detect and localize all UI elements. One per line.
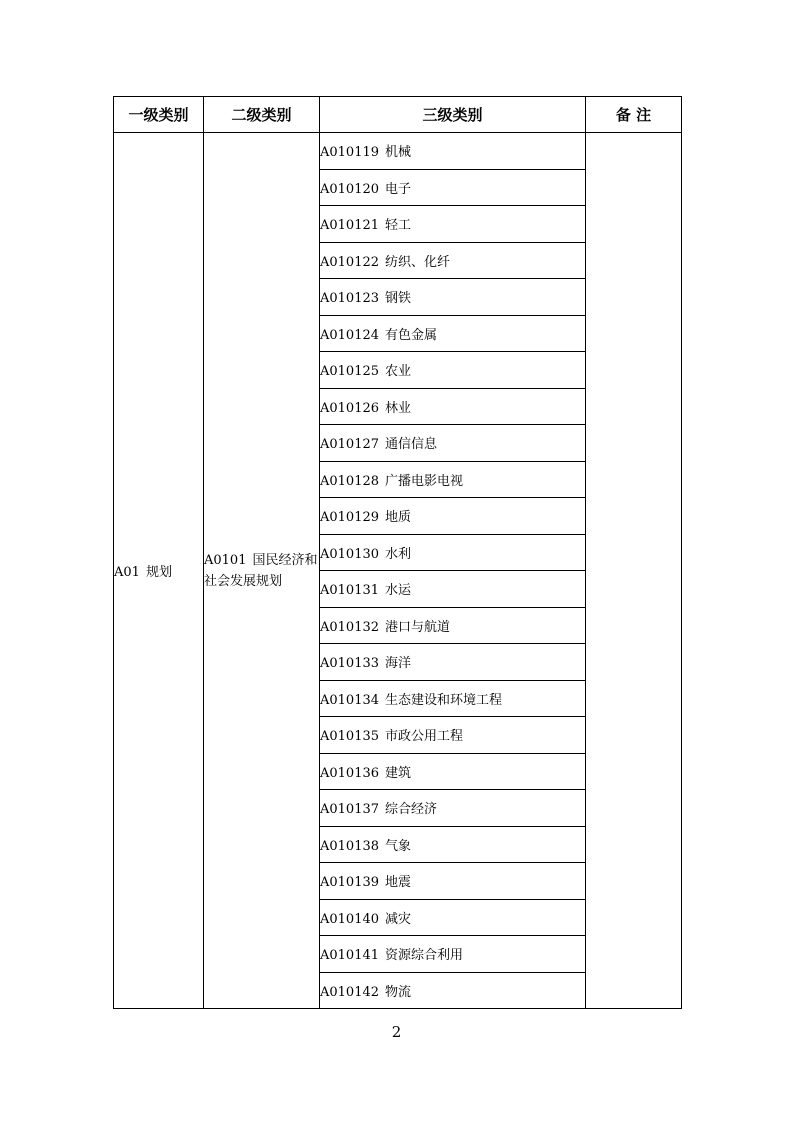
- level3-code: A010120: [320, 181, 380, 197]
- remarks-cell: [586, 133, 682, 1009]
- level3-name: 水利: [385, 546, 412, 562]
- level3-code: A010119: [320, 145, 380, 161]
- level3-cell: [320, 388, 586, 425]
- header-row: [114, 97, 682, 133]
- level3-name: 地震: [385, 875, 412, 891]
- level3-cell: [320, 169, 586, 206]
- level3-name: 减灾: [385, 911, 412, 927]
- level3-cell: [320, 133, 586, 170]
- level3-code: A010132: [320, 619, 380, 635]
- header-level1: 一级类别: [114, 97, 204, 133]
- level3-name: 轻工: [385, 218, 412, 234]
- level3-cell: [320, 498, 586, 535]
- level3-code: A010135: [320, 729, 380, 745]
- level3-code: A010141: [320, 948, 380, 964]
- level3-cell: [320, 607, 586, 644]
- level3-cell: [320, 206, 586, 243]
- level3-name: 气象: [385, 838, 412, 854]
- level3-name: 机械: [385, 145, 412, 161]
- level2-cell: [204, 133, 320, 1009]
- level3-cell: [320, 242, 586, 279]
- level3-code: A010142: [320, 984, 380, 1000]
- level3-cell: [320, 315, 586, 352]
- level3-name: 物流: [385, 984, 412, 1000]
- table-row: [114, 133, 682, 170]
- level3-code: A010140: [320, 911, 380, 927]
- level3-name: 纺织、化纤: [385, 254, 451, 270]
- level3-name: 水运: [385, 583, 412, 599]
- level3-code: A010129: [320, 510, 380, 526]
- header-level2: 二级类别: [204, 97, 320, 133]
- level3-name: 生态建设和环境工程: [385, 692, 503, 708]
- level3-code: A010122: [320, 254, 380, 270]
- level3-name: 资源综合利用: [385, 948, 464, 964]
- level3-code: A010134: [320, 692, 380, 708]
- level3-name: 综合经济: [385, 802, 438, 818]
- level3-code: A010137: [320, 802, 380, 818]
- level3-code: A010126: [320, 400, 380, 416]
- level3-code: A010128: [320, 473, 380, 489]
- page-number: 2: [391, 1023, 402, 1041]
- level1-cell: [114, 133, 204, 1009]
- level3-cell: [320, 753, 586, 790]
- level3-name: 林业: [385, 400, 412, 416]
- level3-cell: [320, 936, 586, 973]
- level3-code: A010127: [320, 437, 380, 453]
- level3-name: 海洋: [385, 656, 412, 672]
- level3-cell: [320, 644, 586, 681]
- level3-code: A010121: [320, 218, 380, 234]
- level3-name: 港口与航道: [385, 619, 451, 635]
- level3-code: A010138: [320, 838, 380, 854]
- level3-cell: [320, 680, 586, 717]
- level3-cell: [320, 899, 586, 936]
- level3-name: 农业: [385, 364, 412, 380]
- level3-name: 广播电影电视: [385, 473, 464, 489]
- level3-cell: [320, 534, 586, 571]
- level3-name: 电子: [385, 181, 412, 197]
- level3-cell: [320, 461, 586, 498]
- level3-code: A010131: [320, 583, 380, 599]
- level3-cell: [320, 279, 586, 316]
- level3-name: 建筑: [385, 765, 412, 781]
- level3-name: 地质: [385, 510, 412, 526]
- level3-code: A010133: [320, 656, 380, 672]
- level2-name: 国民经济和社会发展规划: [204, 552, 318, 589]
- level3-name: 通信信息: [385, 437, 438, 453]
- level3-cell: [320, 425, 586, 462]
- level3-cell: [320, 826, 586, 863]
- level3-code: A010130: [320, 546, 380, 562]
- level3-code: A010125: [320, 364, 380, 380]
- level1-name: 规划: [145, 565, 172, 580]
- level3-code: A010139: [320, 875, 380, 891]
- level3-cell: [320, 790, 586, 827]
- level3-cell: [320, 352, 586, 389]
- level3-name: 有色金属: [385, 327, 438, 343]
- category-table: [113, 96, 682, 1009]
- level3-cell: [320, 571, 586, 608]
- level2-code: A0101: [204, 552, 247, 568]
- level3-cell: [320, 863, 586, 900]
- level3-code: A010123: [320, 291, 380, 307]
- level3-name: 市政公用工程: [385, 729, 464, 745]
- level1-code: A01: [114, 565, 140, 580]
- level3-code: A010124: [320, 327, 380, 343]
- level3-code: A010136: [320, 765, 380, 781]
- level3-name: 钢铁: [385, 291, 412, 307]
- header-level3: 三级类别: [320, 97, 586, 133]
- level3-cell: [320, 972, 586, 1009]
- header-remarks: 备 注: [586, 97, 682, 133]
- level3-cell: [320, 717, 586, 754]
